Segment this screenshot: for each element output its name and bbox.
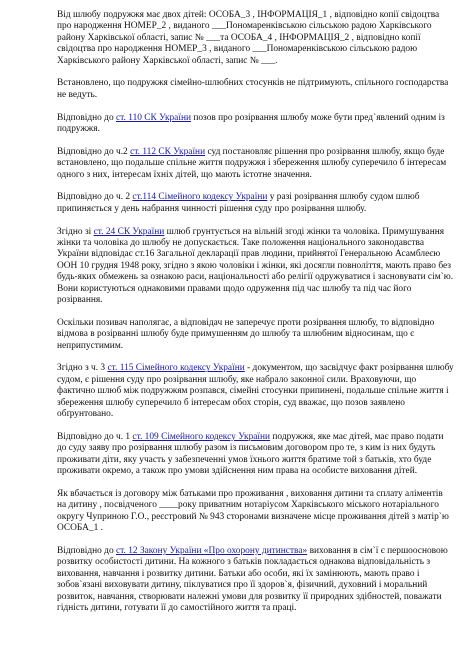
- document-paragraph: [57, 10, 454, 67]
- document-paragraph: [57, 363, 454, 420]
- paragraph-text: Встановлено, що подружжя сімейно-шлюбних стосунків не підтримують, спільного господарства не ведуть.: [57, 78, 449, 100]
- paragraph-text: виховання в сім`ї є першоосновою розвитку особистості дитини. На кожного з батьків покладається однакова відповідальність з виховання, навчання і розвитку дитини. Батьки або особи, які їх замінюють, мають право і зобов`язані виховувати дитину, піклуватися про її здоров`я, фізичний, духовний і моральний розвиток, навчання, створювати належні умови для розвитку її природних здібностей, поважати гідність дитини, готувати її до самостійного життя та праці.: [57, 545, 448, 613]
- document-paragraph: [57, 432, 454, 478]
- document-paragraph: [57, 192, 454, 215]
- document-paragraph: [57, 113, 454, 136]
- document-paragraph: [57, 546, 454, 614]
- law-reference-link[interactable]: ст. 112 СК України: [130, 146, 206, 157]
- paragraph-text: подружжя, яке має дітей, має право подати до суду заяву про розірвання шлюбу разом із письмовим договором про те, з ким із них будуть проживати діти, яку участь у забезпеченні умов їхнього життя братиме той з батьків, хто буде проживати окремо, а також про умови здійснення ним права на особисте виховання дітей.: [57, 431, 444, 477]
- paragraph-text: Відповідно до ч. 2: [57, 192, 133, 203]
- paragraph-text: Відповідно до: [57, 545, 116, 556]
- paragraph-text: Згідно зі: [57, 226, 94, 237]
- law-reference-link[interactable]: ст. 109 Сімейного кодексу України: [132, 431, 271, 442]
- paragraph-text: суд постановляє рішення про розірвання шлюбу, якщо буде встановлено, що подальше спільне життя подружжя і збереження шлюбу суперечило б інтересам одного з них, інтересам їхніх дітей, що мають істотне значення.: [57, 146, 447, 180]
- paragraph-text: Відповідно до ч. 1: [57, 431, 133, 442]
- paragraph-text: Відповідно до: [57, 112, 116, 123]
- paragraph-text: Відповідно до ч.2: [57, 146, 131, 157]
- document-paragraph: [57, 489, 454, 535]
- paragraph-text: позов про розірвання шлюбу може бути пред`явлений одним із подружжя.: [57, 112, 445, 135]
- law-reference-link[interactable]: ст. 115 Сімейного кодексу України: [107, 363, 245, 374]
- document-paragraph: [57, 147, 454, 181]
- paragraph-text: у разі розірвання шлюбу судом шлюб припиняється у день набрання чинності рішення суду про розірвання шлюбу.: [57, 192, 420, 214]
- paragraph-text: Від шлюбу подружжя має двох дітей: ОСОБА_3 , ІНФОРМАЦІЯ_1 , відповідно копії свідоцтва про народження НОМЕР_2 , виданого ___Пономаренківською сільською радою Харківського району Харківської області, запис № ___та ОСОБА_4 , ІНФОРМАЦІЯ_2 , відповідно копії свідоцтва про народження НОМЕР_3 , виданого ___Пономаренківською сільською радою Харківського району Харківської області, запис № ___.: [57, 10, 440, 66]
- document-paragraph: [57, 318, 454, 352]
- law-reference-link[interactable]: ст.114 Сімейного кодексу України: [132, 192, 268, 203]
- document-paragraph: [57, 227, 454, 307]
- paragraph-text: Як вбачається із договору між батьками про проживання , виховання дитини та сплату аліментів на дитину , посвідченого ____року приватним нотаріусом Харківського міського нотаріального округу Чуприною Г.О., реєстровий № 943 сторонами визначене місце проживання дітей з матір`ю ОСОБА_1 .: [57, 488, 449, 534]
- law-reference-link[interactable]: ст. 110 СК України: [115, 112, 191, 123]
- law-reference-link[interactable]: ст. 24 СК України: [93, 226, 165, 237]
- paragraph-text: Оскільки позивач наполягає, а відповідач не заперечує проти розірвання шлюбу, то відповідно відмова в розірванні шлюбу буде примушенням до шлюбу та шлюбним відносинам, що є неприпустимим.: [57, 317, 435, 351]
- paragraph-text: - документом, що засвідчує факт розірвання шлюбу судом, є рішення суду про розірвання шлюбу, яке набрало законної сили. Враховуючи, що фактично шлюб між подружжям розпався, сімейні стосунки припинені, подальше спільне життя і збереження шлюбу суперечило б інтересам обох сторін, суд вважає, що позов заявлено обґрунтовано.: [57, 363, 454, 420]
- law-reference-link[interactable]: ст. 12 Закону України «Про охорону дитинства»: [115, 545, 308, 556]
- paragraph-text: Згідно з ч. 3: [57, 363, 108, 374]
- document-paragraph: [57, 78, 454, 101]
- paragraph-text: шлюб грунтується на вільній згоді жінки та чоловіка. Примушування жінки та чоловіка до шлюбу не допускається. Таке положення національного законодавства України відповідає ст.16 Загальної декларації прав людини, прийнятої Генеральною Асамблеєю ООН 10 грудня 1948 року, згідно з якою чоловіки і жінки, які досягли повноліття, мають право без будь-яких обмежень за ознакою раси, національності або релігії одружуватися і засновувати сім`ю. Вони користуються однаковими правами щодо одруження під час шлюбу та під час його розірвання.: [57, 226, 454, 306]
